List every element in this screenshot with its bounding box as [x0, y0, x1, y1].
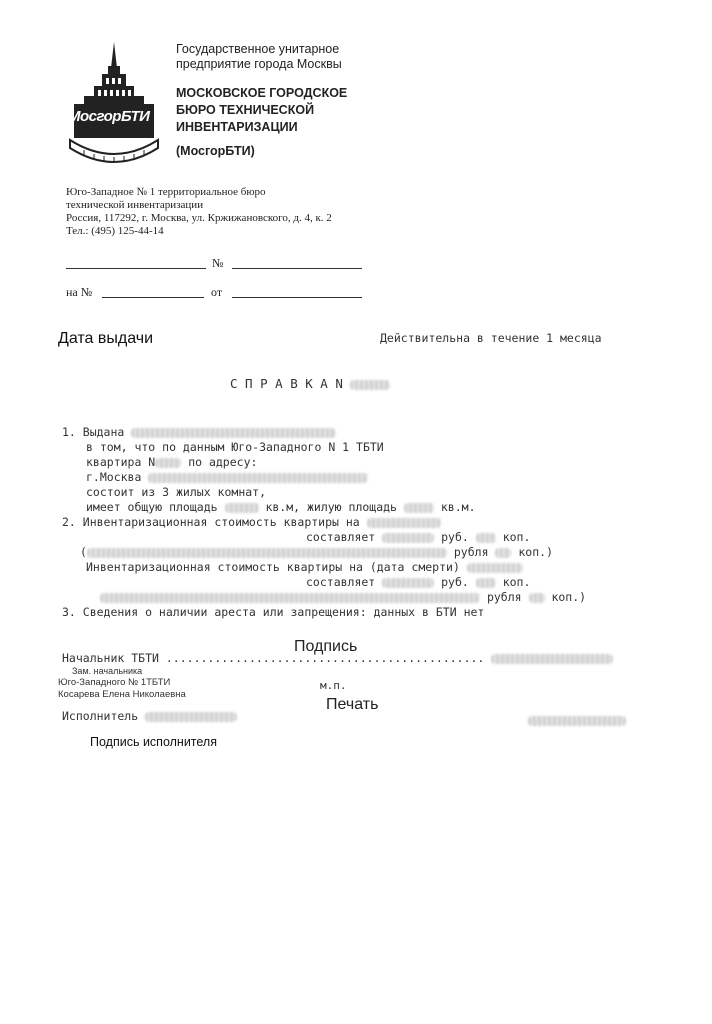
incoming-num-line — [102, 297, 204, 298]
item1-line6 — [86, 500, 476, 514]
org-line-2: предприятие города Москвы — [176, 57, 342, 71]
incoming-num-label: на № — [66, 285, 93, 299]
rub-unit-2: руб. — [441, 575, 469, 589]
office-line-4: Тел.: (495) 125-44-14 — [66, 225, 164, 237]
rublya-unit-2: рубля — [486, 590, 522, 604]
kop-close-2: коп.) — [551, 590, 587, 604]
item2-line2 — [306, 530, 530, 544]
org-name-line-1: МОСКОВСКОЕ ГОРОДСКОЕ — [176, 86, 348, 100]
item1-line3 — [86, 455, 257, 469]
redacted-amount-words-2 — [100, 593, 480, 603]
amount-label-2: составляет — [306, 575, 376, 589]
office-line-1: Юго-Западное № 1 территориальное бюро — [66, 186, 266, 198]
dot-leader: .............................................. — [165, 651, 485, 665]
org-line-1: Государственное унитарное — [176, 42, 340, 56]
rublya-unit: рубля — [453, 545, 489, 559]
deputy-name: Косарева Елена Николаевна — [58, 689, 186, 700]
open-paren: ( — [80, 545, 87, 559]
address-label: по адресу: — [188, 455, 258, 469]
city: г.Москва — [86, 470, 142, 484]
redacted-rubles-2 — [382, 578, 434, 588]
redacted-executor-name — [145, 712, 237, 722]
tower-icon — [64, 40, 164, 170]
incoming-date-label: от — [211, 285, 223, 299]
validity-note: Действительна в течение 1 месяца — [380, 331, 602, 345]
redacted-inventory-date — [367, 518, 441, 528]
executor-label: Исполнитель — [62, 709, 139, 723]
executor-line — [62, 709, 237, 723]
redacted-death-date — [467, 563, 523, 573]
kop-close: коп.) — [518, 545, 553, 559]
chief-label: Начальник ТБТИ — [62, 651, 159, 665]
outgoing-num-sign: № — [212, 256, 224, 270]
item2-line1 — [62, 515, 441, 529]
item1-line4 — [86, 470, 368, 484]
org-name-line-3: ИНВЕНТАРИЗАЦИИ — [176, 120, 298, 134]
office-line-3: Россия, 117292, г. Москва, ул. Кржижановского, д. 4, к. 2 — [66, 212, 332, 224]
certificate-title-text: С П Р А В К А N — [230, 376, 343, 391]
apartment-label: квартира N — [86, 455, 156, 469]
org-abbr: (МосгорБТИ) — [176, 144, 255, 158]
kop-unit: коп. — [502, 530, 531, 544]
outgoing-date-line — [66, 268, 206, 269]
amount-label: составляет — [306, 530, 376, 544]
redacted-rubles — [382, 533, 434, 543]
mosgorbti-logo — [64, 40, 164, 170]
redacted-chief-name — [491, 654, 613, 664]
redacted-address — [148, 473, 368, 483]
item1-label: 1. Выдана — [62, 425, 125, 439]
total-area-label: имеет общую площадь — [86, 500, 218, 514]
redacted-kopecks-2 — [476, 578, 496, 588]
redacted-kopecks-words-2 — [529, 593, 545, 603]
item2-line4 — [86, 560, 523, 574]
item1-line1 — [62, 425, 336, 439]
stamp-placeholder: Печать — [326, 696, 379, 713]
item3-line: 3. Сведения о наличии ареста или запрещения: данных в БТИ нет — [62, 605, 485, 619]
item2-line5 — [306, 575, 530, 589]
redacted-issued-to — [131, 428, 336, 438]
deputy-line-1: Зам. начальника — [72, 666, 143, 676]
kop-unit-2: коп. — [502, 575, 531, 589]
living-area-label: кв.м, жилую площадь — [265, 500, 397, 514]
issue-date-label: Дата выдачи — [58, 330, 154, 347]
logo-text: МосгорБТИ — [68, 108, 150, 125]
signature-placeholder: Подпись — [294, 638, 358, 655]
area-unit: кв.м. — [440, 500, 476, 514]
executor-signature-placeholder: Подпись исполнителя — [90, 735, 217, 749]
outgoing-num-line — [232, 268, 362, 269]
org-name-line-2: БЮРО ТЕХНИЧЕСКОЙ — [176, 103, 315, 117]
redacted-phone-blob — [528, 716, 626, 726]
deputy-line-2: Юго-Западного № 1ТБТИ — [58, 677, 171, 688]
redacted-total-area — [225, 503, 259, 513]
redacted-kopecks-words — [495, 548, 511, 558]
redacted-amount-words — [87, 548, 447, 558]
redacted-certificate-number — [350, 380, 390, 390]
rub-unit: руб. — [441, 530, 469, 544]
inventory-value-label: 2. Инвентаризационная стоимость квартиры на — [62, 515, 360, 529]
redacted-living-area — [404, 503, 434, 513]
redacted-kopecks — [476, 533, 496, 543]
redacted-apartment-number — [155, 458, 181, 468]
office-line-2: технической инвентаризации — [66, 199, 204, 211]
item1-line5: состоит из 3 жилых комнат, — [86, 485, 267, 499]
certificate-title — [230, 376, 390, 391]
item2-line6 — [100, 590, 586, 604]
item2-line3 — [80, 545, 553, 559]
incoming-date-line — [232, 297, 362, 298]
item1-line2: в том, что по данным Юго-Западного N 1 ТБТИ — [86, 440, 384, 454]
redacted-executor-phone — [528, 710, 626, 729]
inventory-value-death-label: Инвентаризационная стоимость квартиры на (дата смерти) — [86, 560, 460, 574]
stamp-place-label: м.п. — [320, 679, 347, 692]
